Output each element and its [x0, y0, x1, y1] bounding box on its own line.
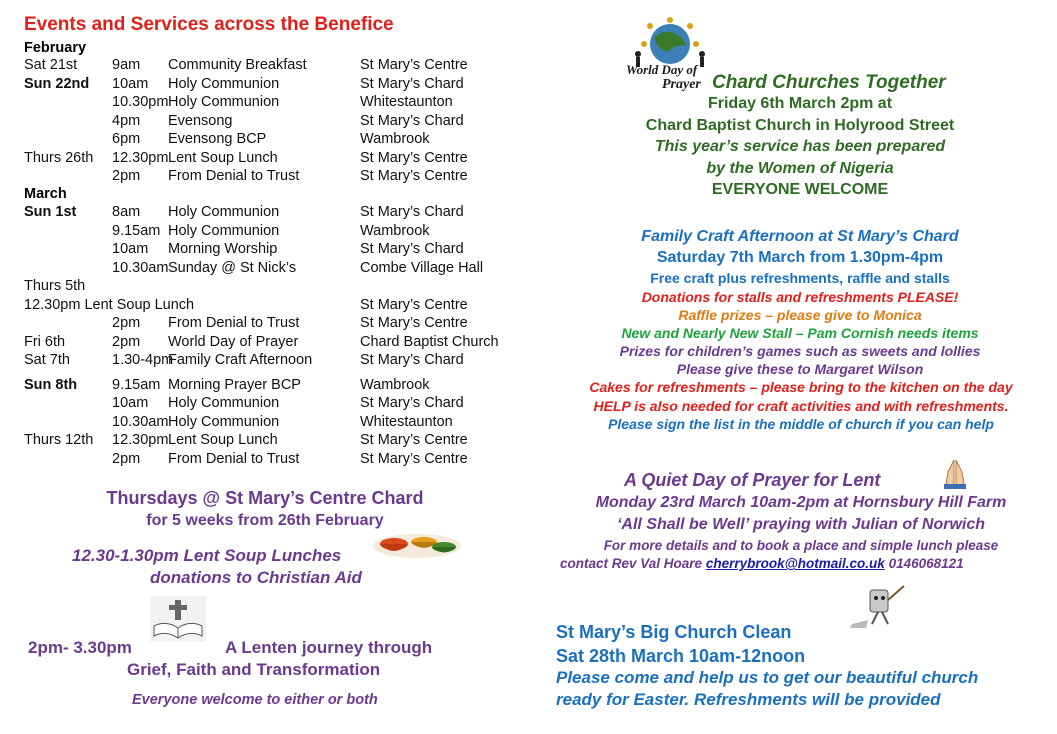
feb-row-5-day: Thurs 26th — [24, 149, 94, 166]
journey-time: 2pm- 3.30pm — [28, 638, 132, 657]
feb-row-5-event: Lent Soup Lunch — [168, 149, 278, 166]
feb-row-4-time: 6pm — [112, 131, 141, 147]
feb-row-2-event: Holy Communion — [168, 94, 280, 110]
cct-line5: EVERYONE WELCOME — [711, 181, 889, 198]
mar-row-7-day: Fri 6th — [24, 333, 66, 350]
craft-line7: Cakes for refreshments – please bring to the kitchen on the day — [589, 379, 1013, 395]
clean-date: Sat 28th March 10am-12noon — [556, 646, 806, 666]
feb-row-3-event: Evensong — [168, 112, 233, 129]
craft-line5: Prizes for children’s games such as sweets and lollies — [619, 343, 981, 359]
craft-line4: New and Nearly New Stall – Pam Cornish needs items — [621, 325, 979, 341]
feb-row-6-place: St Mary’s Centre — [360, 168, 468, 184]
feb-row-0-place: St Mary’s Centre — [360, 57, 468, 73]
mar-row-13-event: From Denial to Trust — [168, 450, 300, 467]
mar-row-0-place: St Mary’s Chard — [360, 204, 464, 220]
mar-row-3-time: 10.30am — [112, 259, 169, 276]
craft-line8: HELP is also needed for craft activities and with refreshments. — [593, 398, 1009, 414]
cct-line3: This year’s service has been prepared — [654, 138, 946, 155]
mar-row-2-place: St Mary’s Chard — [360, 241, 464, 257]
feb-row-6-event: From Denial to Trust — [168, 168, 300, 184]
cct-title: Chard Churches Together — [712, 72, 946, 93]
feb-row-0-day: Sat 21st — [24, 57, 78, 73]
cleaning-mascot-icon — [848, 584, 906, 630]
mar-row-7-place: Chard Baptist Church — [360, 333, 499, 350]
mar-row-13-time: 2pm — [112, 450, 141, 467]
mar-row-6-time: 2pm — [112, 315, 141, 331]
feb-row-0-event: Community Breakfast — [168, 57, 307, 73]
mar-row-0-day: Sun 1st — [24, 204, 77, 220]
feb-row-1-day: Sun 22nd — [24, 75, 90, 92]
feb-row-3-place: St Mary’s Chard — [360, 112, 464, 129]
mar-row-12-time: 12.30pm — [112, 432, 169, 448]
mar-row-9-time: 9.15am — [112, 376, 161, 393]
craft-title: Family Craft Afternoon at St Mary’s Chard — [641, 228, 959, 245]
mar-row-12-place: St Mary’s Centre — [360, 432, 468, 448]
svg-text:Prayer: Prayer — [662, 77, 701, 92]
mar-row-9-place: Wambrook — [360, 376, 430, 393]
craft-line2: Donations for stalls and refreshments PLEASE! — [641, 289, 959, 305]
feb-row-0-time: 9am — [112, 57, 141, 73]
feb-row-5-time: 12.30pm — [112, 149, 169, 166]
mar-row-11-time: 10.30am — [112, 413, 169, 430]
mar-row-8-time: 1.30-4pm — [112, 352, 174, 368]
craft-line3: Raffle prizes – please give to Monica — [678, 307, 922, 323]
mar-row-3-event: Sunday @ St Nick’s — [168, 259, 297, 276]
mar-row-13-place: St Mary’s Centre — [360, 450, 468, 467]
quiet-line2: ‘All Shall be Well’ praying with Julian of Norwich — [616, 516, 986, 533]
bible-icon — [150, 596, 206, 642]
mar-row-0-time: 8am — [112, 204, 141, 220]
quiet-line4 — [560, 556, 964, 571]
journey-line1: A Lenten journey through — [225, 638, 433, 657]
feb-row-1-event: Holy Communion — [168, 75, 280, 92]
mar-row-4-day: Thurs 5th — [24, 278, 86, 294]
craft-date: Saturday 7th March from 1.30pm-4pm — [656, 249, 944, 266]
mar-row-11-event: Holy Communion — [168, 413, 280, 430]
mar-row-5-place: St Mary’s Centre — [360, 296, 468, 313]
mar-row-10-place: St Mary’s Chard — [360, 395, 464, 411]
mar-row-9-event: Morning Prayer BCP — [168, 376, 301, 393]
mar-row-1-place: Wambrook — [360, 222, 430, 239]
quiet-contact: contact Rev Val Hoare — [560, 556, 703, 571]
mar-row-12-day: Thurs 12th — [24, 432, 94, 448]
soup-line2: donations to Christian Aid — [150, 568, 362, 587]
cct-line2: Chard Baptist Church in Holyrood Street — [645, 117, 955, 134]
feb-row-2-place: Whitestaunton — [360, 94, 453, 110]
clean-line1: Please come and help us to get our beautiful church — [556, 668, 979, 687]
mar-row-11-place: Whitestaunton — [360, 413, 453, 430]
craft-line6: Please give these to Margaret Wilson — [676, 361, 924, 377]
mar-row-8-place: St Mary’s Chard — [360, 352, 464, 368]
craft-line1: Free craft plus refreshments, raffle and stalls — [650, 270, 950, 286]
thursdays-sub: for 5 weeks from 26th February — [146, 512, 384, 529]
mar-row-1-time: 9.15am — [112, 222, 161, 239]
cct-line4: by the Women of Nigeria — [706, 160, 894, 177]
mar-row-10-time: 10am — [112, 395, 149, 411]
soup-bowls-icon — [372, 530, 462, 560]
mar-row-2-event: Morning Worship — [168, 241, 278, 257]
mar-row-7-event: World Day of Prayer — [168, 333, 299, 350]
clean-line2: ready for Easter. Refreshments will be provided — [556, 690, 941, 709]
mar-row-12-event: Lent Soup Lunch — [168, 432, 278, 448]
mar-row-6-event: From Denial to Trust — [168, 315, 300, 331]
mar-row-8-event: Family Craft Afternoon — [168, 352, 313, 368]
welcome-line: Everyone welcome to either or both — [132, 692, 378, 708]
feb-row-3-time: 4pm — [112, 112, 141, 129]
events-title: Events and Services across the Benefice — [24, 14, 394, 35]
feb-row-4-place: Wambrook — [360, 131, 430, 147]
feb-row-4-event: Evensong BCP — [168, 131, 267, 147]
mar-row-7-time: 2pm — [112, 333, 141, 350]
mar-row-5-day: 12.30pm Lent Soup Lunch — [24, 296, 195, 313]
quiet-phone: 0146068121 — [888, 556, 964, 571]
thursdays-title: Thursdays @ St Mary’s Centre Chard — [106, 488, 424, 508]
feb-label: February — [24, 40, 87, 56]
mar-row-10-event: Holy Communion — [168, 395, 280, 411]
mar-row-2-time: 10am — [112, 241, 149, 257]
craft-line9: Please sign the list in the middle of church if you can help — [608, 416, 994, 432]
mar-row-6-place: St Mary’s Centre — [360, 315, 468, 331]
quiet-title: A Quiet Day of Prayer for Lent — [624, 470, 881, 490]
mar-row-3-place: Combe Village Hall — [360, 259, 484, 276]
soup-line1: 12.30-1.30pm Lent Soup Lunches — [72, 546, 342, 565]
feb-row-5-place: St Mary’s Centre — [360, 149, 468, 166]
quiet-line3: For more details and to book a place and simple lunch please — [603, 538, 999, 553]
cct-line1: Friday 6th March 2pm at — [707, 95, 893, 112]
quiet-line1: Monday 23rd March 10am-2pm at Hornsbury Hill Farm — [595, 494, 1007, 511]
feb-row-2-time: 10.30pm — [112, 94, 169, 110]
mar-row-1-event: Holy Communion — [168, 222, 280, 239]
feb-row-1-place: St Mary’s Chard — [360, 75, 464, 92]
feb-row-1-time: 10am — [112, 75, 149, 92]
mar-row-9-day: Sun 8th — [24, 376, 78, 393]
world-day-of-prayer-logo — [624, 14, 720, 94]
mar-row-0-event: Holy Communion — [168, 204, 280, 220]
journey-line2: Grief, Faith and Transformation — [127, 660, 381, 679]
mar-label: March — [24, 186, 67, 202]
mar-row-8-day: Sat 7th — [24, 352, 70, 368]
feb-row-6-time: 2pm — [112, 168, 141, 184]
praying-hands-icon — [940, 458, 970, 490]
svg-text:World Day of: World Day of — [626, 62, 698, 77]
email-link[interactable]: cherrybrook@hotmail.co.uk — [705, 556, 885, 571]
clean-title: St Mary’s Big Church Clean — [556, 622, 792, 642]
